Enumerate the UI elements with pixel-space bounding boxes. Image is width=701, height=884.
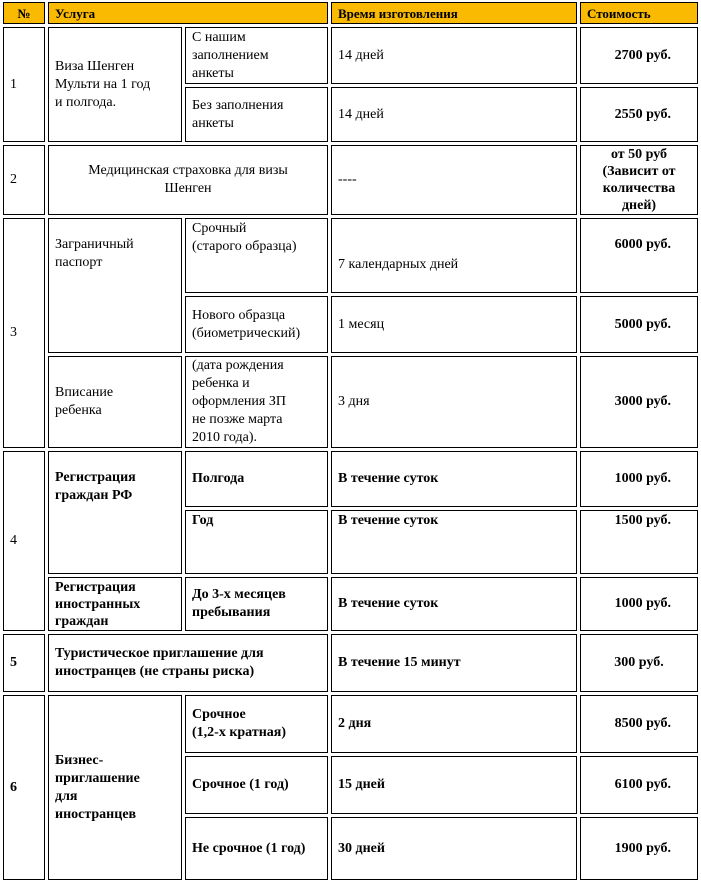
- row6-price-3: 1900 руб.: [580, 817, 698, 880]
- row6-num: 6: [3, 695, 45, 880]
- row4-num: 4: [3, 451, 45, 631]
- row1-option-2: Без заполнения анкеты: [185, 87, 328, 142]
- row6-option-2: Срочное (1 год): [185, 756, 328, 814]
- row2-price: от 50 руб (Зависит от количества дней): [580, 145, 698, 215]
- row1-time-2: 14 дней: [331, 87, 577, 142]
- row2-time: ----: [331, 145, 577, 215]
- row4-option-1: Полгода: [185, 451, 328, 507]
- row4-service-2: Регистрация иностранных граждан: [48, 577, 182, 631]
- row5-price: 300 руб.: [580, 634, 698, 692]
- row1-option-1: С нашим заполнением анкеты: [185, 27, 328, 84]
- row4-price-3: 1000 руб.: [580, 577, 698, 631]
- row3-time-3: 3 дня: [331, 356, 577, 448]
- row6-time-3: 30 дней: [331, 817, 577, 880]
- row3-price-1: 6000 руб.: [580, 218, 698, 293]
- row3-num: 3: [3, 218, 45, 448]
- row2-num: 2: [3, 145, 45, 215]
- row4-service-1: Регистрация граждан РФ: [48, 451, 182, 574]
- row6-price-2: 6100 руб.: [580, 756, 698, 814]
- row6-price-1: 8500 руб.: [580, 695, 698, 753]
- header-time: Время изготовления: [331, 2, 577, 24]
- row3-price-3: 3000 руб.: [580, 356, 698, 448]
- header-service: Услуга: [48, 2, 328, 24]
- header-price: Стоимость: [580, 2, 698, 24]
- header-num: №: [3, 2, 45, 24]
- row6-service: Бизнес- приглашение для иностранцев: [48, 695, 182, 880]
- row3-option-2: Нового образца (биометрический): [185, 296, 328, 353]
- row4-option-3: До 3-х месяцев пребывания: [185, 577, 328, 631]
- row5-time: В течение 15 минут: [331, 634, 577, 692]
- price-table: [3, 2, 698, 880]
- row3-price-2: 5000 руб.: [580, 296, 698, 353]
- row1-num: 1: [3, 27, 45, 142]
- row3-option-1: Срочный (старого образца): [185, 218, 328, 293]
- row2-service: Медицинская страховка для визы Шенген: [48, 145, 328, 215]
- row6-time-2: 15 дней: [331, 756, 577, 814]
- row4-price-1: 1000 руб.: [580, 451, 698, 507]
- row1-service: Виза Шенген Мульти на 1 год и полгода.: [48, 27, 182, 142]
- row1-price-1: 2700 руб.: [580, 27, 698, 84]
- row1-time-1: 14 дней: [331, 27, 577, 84]
- row3-time-2: 1 месяц: [331, 296, 577, 353]
- row6-option-1: Срочное (1,2-х кратная): [185, 695, 328, 753]
- row6-time-1: 2 дня: [331, 695, 577, 753]
- row4-option-2: Год: [185, 510, 328, 574]
- row5-num: 5: [3, 634, 45, 692]
- row3-time-1: 7 календарных дней: [331, 218, 577, 293]
- row4-time-3: В течение суток: [331, 577, 577, 631]
- row3-service-2: Вписание ребенка: [48, 356, 182, 448]
- row4-time-1: В течение суток: [331, 451, 577, 507]
- row3-option-3: (дата рождения ребенка и оформления ЗП не позже марта 2010 года).: [185, 356, 328, 448]
- row3-service-1: Заграничный паспорт: [48, 218, 182, 353]
- row4-time-2: В течение суток: [331, 510, 577, 574]
- row1-price-2: 2550 руб.: [580, 87, 698, 142]
- row6-option-3: Не срочное (1 год): [185, 817, 328, 880]
- row5-service: Туристическое приглашение для иностранцев (не страны риска): [48, 634, 328, 692]
- row4-price-2: 1500 руб.: [580, 510, 698, 574]
